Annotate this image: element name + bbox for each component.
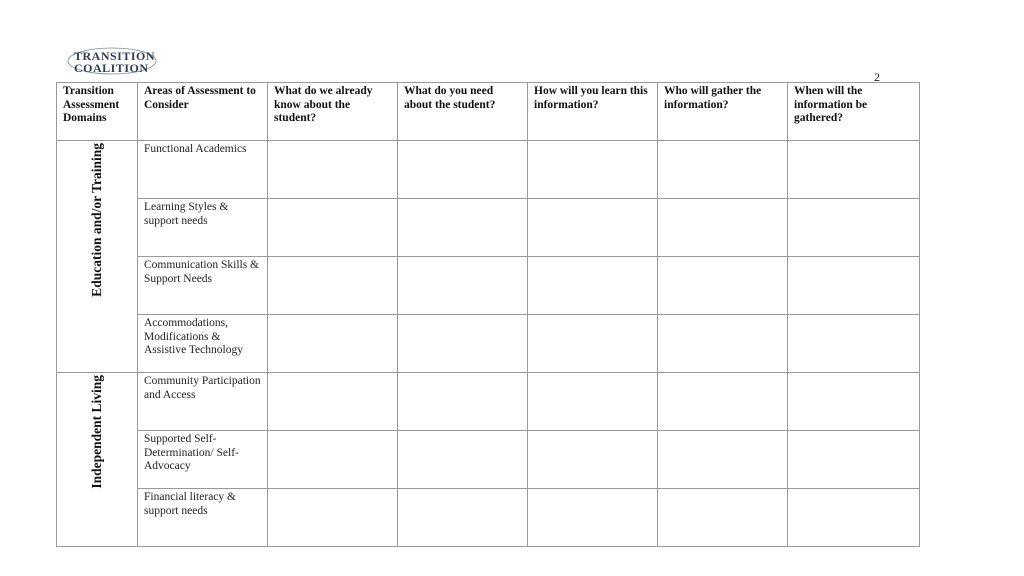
- input-cell[interactable]: [528, 489, 658, 547]
- area-cell: Financial literacy & support needs: [138, 489, 268, 547]
- input-cell[interactable]: [658, 373, 788, 431]
- input-cell[interactable]: [268, 141, 398, 199]
- column-header-areas: Areas of Assessment to Consider: [138, 83, 268, 141]
- input-cell[interactable]: [268, 315, 398, 373]
- area-cell: Supported Self-Determination/ Self-Advocacy: [138, 431, 268, 489]
- input-cell[interactable]: [398, 489, 528, 547]
- column-header-already-know: What do we already know about the student?: [268, 83, 398, 141]
- domain-cell-education: [57, 141, 138, 373]
- input-cell[interactable]: [528, 315, 658, 373]
- area-cell: Accommodations, Modifications & Assistive Technology: [138, 315, 268, 373]
- table-row: [57, 431, 920, 489]
- input-cell[interactable]: [398, 141, 528, 199]
- table-row: [57, 315, 920, 373]
- input-cell[interactable]: [268, 431, 398, 489]
- input-cell[interactable]: [268, 199, 398, 257]
- domain-cell-independent-living: [57, 373, 138, 547]
- transition-assessment-table: [56, 82, 920, 547]
- input-cell[interactable]: [528, 141, 658, 199]
- input-cell[interactable]: [658, 257, 788, 315]
- transition-coalition-logo: [66, 46, 158, 76]
- column-header-domains: Transition Assessment Domains: [57, 83, 138, 141]
- input-cell[interactable]: [268, 257, 398, 315]
- input-cell[interactable]: [658, 431, 788, 489]
- table-row: [57, 199, 920, 257]
- input-cell[interactable]: [528, 199, 658, 257]
- input-cell[interactable]: [528, 257, 658, 315]
- input-cell[interactable]: [658, 199, 788, 257]
- column-header-how-learn: How will you learn this information?: [528, 83, 658, 141]
- column-header-need: What do you need about the student?: [398, 83, 528, 141]
- input-cell[interactable]: [398, 315, 528, 373]
- input-cell[interactable]: [528, 431, 658, 489]
- input-cell[interactable]: [788, 315, 920, 373]
- table-row: [57, 257, 920, 315]
- svg-text:COALITION: COALITION: [74, 61, 149, 75]
- area-cell: Community Participation and Access: [138, 373, 268, 431]
- column-header-who-gather: Who will gather the information?: [658, 83, 788, 141]
- input-cell[interactable]: [788, 489, 920, 547]
- input-cell[interactable]: [658, 489, 788, 547]
- input-cell[interactable]: [658, 315, 788, 373]
- input-cell[interactable]: [528, 373, 658, 431]
- area-cell: Functional Academics: [138, 141, 268, 199]
- input-cell[interactable]: [788, 257, 920, 315]
- column-header-when-gathered: When will the information be gathered?: [788, 83, 920, 141]
- svg-text:TRANSITION: TRANSITION: [74, 49, 156, 63]
- input-cell[interactable]: [788, 199, 920, 257]
- input-cell[interactable]: [398, 199, 528, 257]
- input-cell[interactable]: [658, 141, 788, 199]
- header-row: [57, 83, 920, 141]
- area-cell: Learning Styles & support needs: [138, 199, 268, 257]
- input-cell[interactable]: [398, 257, 528, 315]
- input-cell[interactable]: [398, 431, 528, 489]
- domain-label: Independent Living: [89, 375, 105, 489]
- input-cell[interactable]: [788, 373, 920, 431]
- input-cell[interactable]: [788, 431, 920, 489]
- area-cell: Communication Skills & Support Needs: [138, 257, 268, 315]
- table-row: [57, 141, 920, 199]
- input-cell[interactable]: [268, 489, 398, 547]
- input-cell[interactable]: [268, 373, 398, 431]
- domain-label: Education and/or Training: [89, 143, 105, 297]
- input-cell[interactable]: [788, 141, 920, 199]
- table-row: [57, 373, 920, 431]
- input-cell[interactable]: [398, 373, 528, 431]
- page-number: 2: [874, 70, 880, 84]
- table-row: [57, 489, 920, 547]
